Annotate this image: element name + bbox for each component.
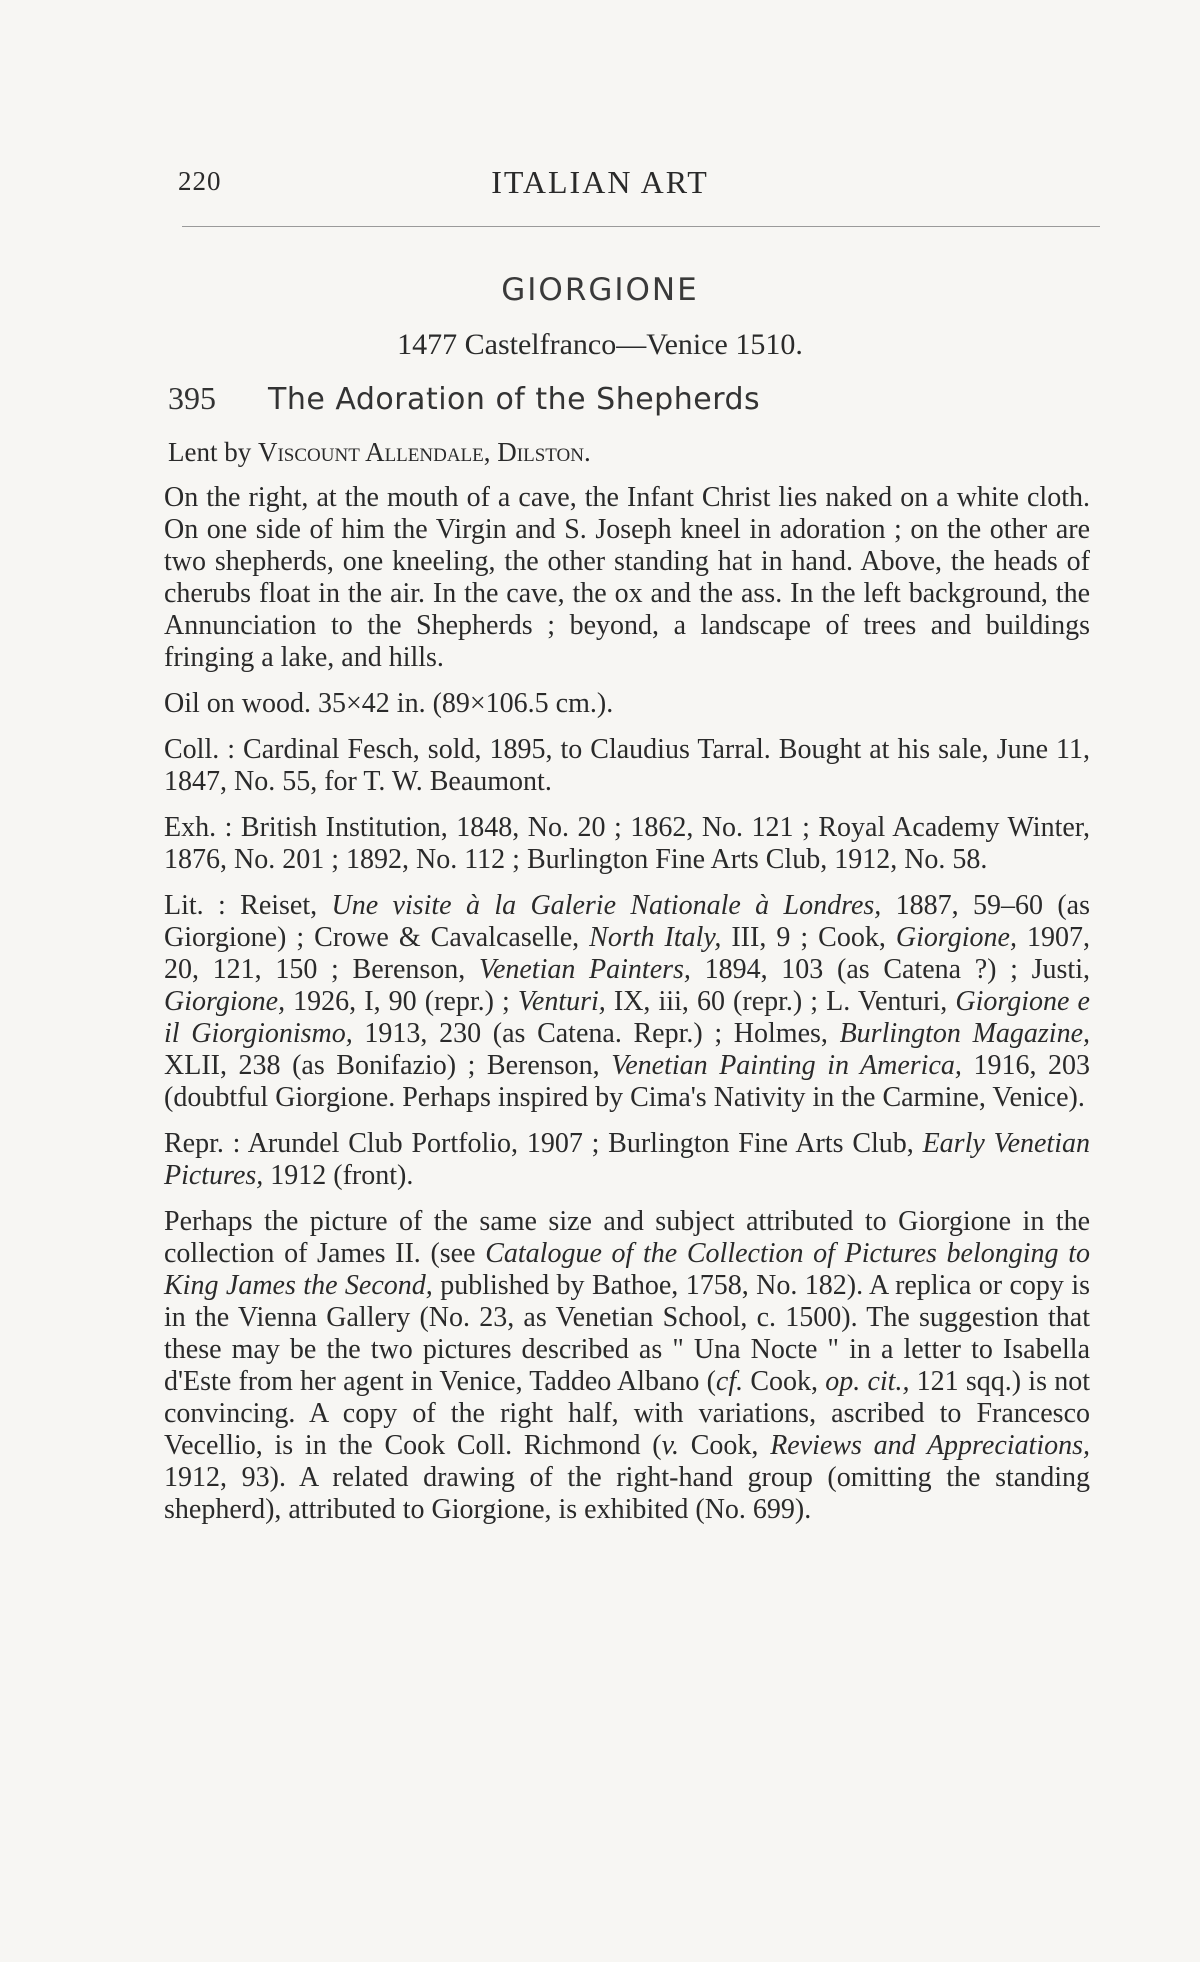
- note-abbrev: op. cit.,: [825, 1366, 910, 1397]
- lit-title: Burlington Magazine,: [839, 1018, 1091, 1049]
- note-text: Cook,: [743, 1366, 826, 1397]
- note-paragraph: [164, 1206, 1090, 1526]
- lit-title: Giorgione,: [895, 922, 1017, 953]
- lit-text: 1894, 103 (as Catena ?) ; Justi,: [690, 954, 1090, 985]
- lit-title: Une visite à la Galerie Nationale à Londres,: [331, 890, 882, 921]
- entry-body: [164, 380, 1090, 1540]
- medium-dimensions: Oil on wood. 35×42 in. (89×106.5 cm.).: [164, 688, 614, 719]
- repr-title: Early Venetian Pictures,: [164, 1128, 1090, 1191]
- note-text: Cook,: [678, 1430, 771, 1461]
- note-abbrev: v.: [661, 1430, 679, 1461]
- painting-title: The Adoration of the Shepherds: [268, 382, 761, 417]
- lit-text: 1926, I, 90 (repr.) ;: [285, 986, 518, 1017]
- note-text: 1912, 93). A related drawing of the right-hand group (omitting the standing shepherd), attributed to Giorgione, is exhibited (No. 699).: [164, 1462, 1090, 1525]
- note-abbrev: cf.: [715, 1366, 744, 1397]
- repr-text: 1912 (front).: [263, 1160, 414, 1191]
- note-text: Perhaps the picture of the same size and subject attributed to Giorgione in the collection of James II. (see: [164, 1206, 1090, 1269]
- lit-title: Venetian Painting in America,: [611, 1050, 962, 1081]
- reproductions-paragraph: [164, 1128, 1090, 1192]
- lit-text: 1887, 59–60 (as Giorgione) ; Crowe & Cavalcaselle,: [164, 890, 1091, 953]
- lit-text: 1907, 20, 121, 150 ; Berenson,: [164, 922, 1090, 985]
- artist-name: GIORGIONE: [501, 272, 699, 308]
- lit-title: Giorgione,: [164, 986, 286, 1017]
- lender-line: [168, 437, 1090, 468]
- collection-paragraph: Coll. : Cardinal Fesch, sold, 1895, to Claudius Tarral. Bought at his sale, June 11, 1847, No. 55, for T. W. Beaumont.: [164, 734, 1090, 797]
- lit-text: 1913, 230 (as Catena. Repr.) ; Holmes,: [352, 1018, 840, 1049]
- note-text: published by Bathoe, 1758, No. 182). A replica or copy is in the Vienna Gallery (No. 23, as Venetian School, c. 1500). The suggestion that these may be the two pictures described as " Una Nocte " in a letter to Isabella d'Este from her agent in Venice, Taddeo Albano (: [164, 1270, 1090, 1397]
- entry-heading: [168, 380, 1090, 417]
- literature-paragraph: [164, 890, 1090, 1114]
- lit-title: North Italy,: [589, 922, 722, 953]
- lender-name: Viscount Allendale, Dilston.: [257, 437, 591, 467]
- lit-title: Giorgione e il Giorgionismo,: [164, 986, 1090, 1049]
- lit-title: Venturi,: [517, 986, 606, 1017]
- note-title: Reviews and Appreciations,: [770, 1430, 1090, 1461]
- lit-text: III, 9 ; Cook,: [721, 922, 896, 953]
- header-rule: [182, 226, 1100, 227]
- note-text: 121 sqq.) is not convincing. A copy of the right half, with variations, ascribed to Francesco Vecellio, is in the Cook Coll. Richmond (: [164, 1366, 1090, 1461]
- lit-text: Lit. : Reiset,: [164, 890, 332, 921]
- lent-prefix: Lent by: [168, 437, 258, 467]
- description-paragraph: On the right, at the mouth of a cave, the Infant Christ lies naked on a white cloth. On one side of him the Virgin and S. Joseph kneel in adoration ; on the other are two shepherds, one kneeling, the other standing hat in hand. Above, the heads of cherubs float in the air. In the cave, the ox and the ass. In the left background, the Annunciation to the Shepherds ; beyond, a landscape of trees and buildings fringing a lake, and hills.: [164, 482, 1090, 673]
- artist-dates: 1477 Castelfranco—Venice 1510.: [397, 328, 803, 361]
- note-title: Catalogue of the Collection of Pictures belonging to King James the Second,: [164, 1238, 1090, 1301]
- lit-title: Venetian Painters,: [478, 954, 691, 985]
- catalogue-number: 395: [168, 380, 216, 416]
- running-head: ITALIAN ART: [491, 164, 709, 200]
- page-number: 220: [178, 166, 222, 196]
- exhibitions-paragraph: Exh. : British Institution, 1848, No. 20 ; 1862, No. 121 ; Royal Academy Winter, 1876, No. 201 ; 1892, No. 112 ; Burlington Fine Arts Club, 1912, No. 58.: [164, 812, 1090, 875]
- lit-text: IX, iii, 60 (repr.) ; L. Venturi,: [605, 986, 956, 1017]
- lit-text: 1916, 203 (doubtful Giorgione. Perhaps inspired by Cima's Nativity in the Carmine, Venice).: [164, 1050, 1091, 1113]
- lit-text: XLII, 238 (as Bonifazio) ; Berenson,: [164, 1050, 612, 1081]
- repr-text: Repr. : Arundel Club Portfolio, 1907 ; Burlington Fine Arts Club,: [164, 1128, 923, 1159]
